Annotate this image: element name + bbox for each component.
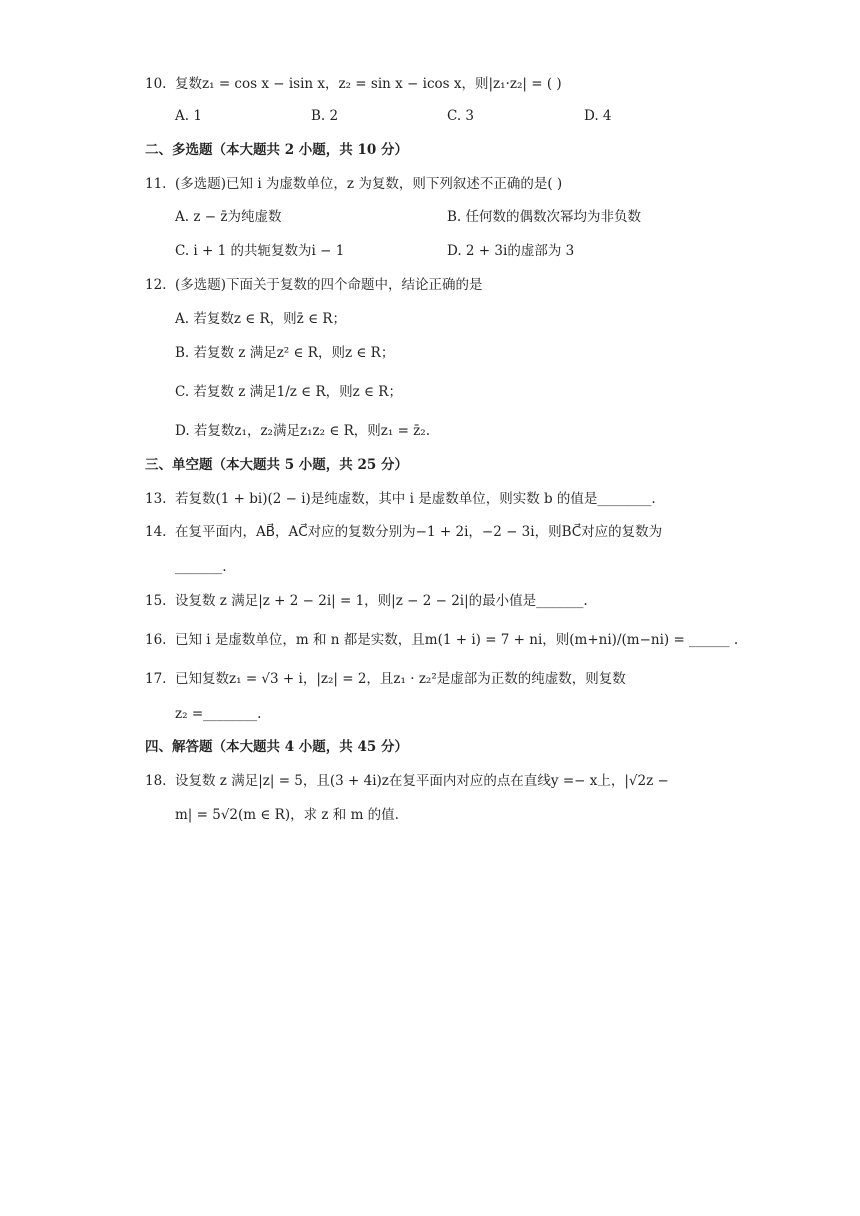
question-text: (多选题)下面关于复数的四个命题中，结论正确的是 bbox=[175, 277, 483, 293]
option-b: B. 若复数 z 满足z² ∈ R，则z ∈ R； bbox=[175, 345, 395, 361]
question-continuation: _______. bbox=[175, 559, 227, 575]
option-c: C. 3 bbox=[447, 108, 475, 124]
question-14 bbox=[145, 522, 662, 542]
question-text: 若复数(1 + bi)(2 − i)是纯虚数，其中 i 是虚数单位，则实数 b 的值是________. bbox=[175, 491, 656, 507]
question-number: 11. bbox=[145, 176, 167, 192]
question-continuation: m| = 5√2(m ∈ R)，求 z 和 m 的值. bbox=[175, 807, 399, 823]
option-c: C. 若复数 z 满足1/z ∈ R，则z ∈ R； bbox=[175, 384, 402, 400]
question-text: 设复数 z 满足|z| = 5，且(3 + 4i)z在复平面内对应的点在直线y =− x上，|√2z − bbox=[175, 773, 669, 789]
question-number: 12. bbox=[145, 277, 167, 293]
question-text: 已知 i 是虚数单位，m 和 n 都是实数，且m(1 + i) = 7 + ni，则(m+ni)/(m−ni) = ______ . bbox=[175, 632, 739, 648]
option-b: B. 2 bbox=[311, 108, 339, 124]
question-text: 设复数 z 满足|z + 2 − 2i| = 1，则|z − 2 − 2i|的最小值是_______. bbox=[175, 593, 588, 609]
option-d: D. 4 bbox=[584, 108, 612, 124]
section-heading: 四、解答题（本大题共 4 小题，共 45 分） bbox=[145, 739, 408, 755]
question-number: 17. bbox=[145, 671, 167, 687]
section-heading: 二、多选题（本大题共 2 小题，共 10 分） bbox=[145, 142, 408, 158]
question-number: 14. bbox=[145, 524, 167, 540]
question-text: 复数z₁ = cos x − isin x，z₂ = sin x − icos x，则|z₁·z₂| = ( ) bbox=[175, 76, 562, 92]
question-15 bbox=[145, 591, 588, 611]
question-10 bbox=[145, 74, 562, 94]
option-a: A. 1 bbox=[175, 108, 202, 124]
question-continuation: z₂ =________. bbox=[175, 706, 262, 722]
question-text: 在复平面内，AB⃗，AC⃗对应的复数分别为−1 + 2i，−2 − 3i，则BC⃗对应的复数为 bbox=[175, 524, 663, 540]
option-d: D. 若复数z₁，z₂满足z₁z₂ ∈ R，则z₁ = z̄₂. bbox=[175, 423, 430, 439]
section-heading: 三、单空题（本大题共 5 小题，共 25 分） bbox=[145, 457, 408, 473]
question-12 bbox=[145, 275, 483, 295]
question-text: 已知复数z₁ = √3 + i，|z₂| = 2，且z₁ · z₂²是虚部为正数的纯虚数，则复数 bbox=[175, 671, 626, 687]
question-17 bbox=[145, 669, 626, 689]
question-number: 15. bbox=[145, 593, 167, 609]
option-a: A. z − z̄为纯虚数 bbox=[175, 209, 282, 225]
option-c: C. i + 1 的共轭复数为i − 1 bbox=[175, 243, 345, 259]
question-number: 13. bbox=[145, 491, 167, 507]
question-text: (多选题)已知 i 为虚数单位，z 为复数，则下列叙述不正确的是( ) bbox=[175, 176, 563, 192]
question-number: 18. bbox=[145, 773, 167, 789]
question-16 bbox=[145, 630, 738, 650]
option-a: A. 若复数z ∈ R，则z̄ ∈ R； bbox=[175, 311, 347, 327]
question-11 bbox=[145, 174, 562, 194]
option-d: D. 2 + 3i的虚部为 3 bbox=[447, 243, 575, 259]
question-number: 10. bbox=[145, 76, 167, 92]
question-13 bbox=[145, 489, 656, 509]
question-number: 16. bbox=[145, 632, 167, 648]
question-18 bbox=[145, 771, 669, 791]
option-b: B. 任何数的偶数次幂均为非负数 bbox=[447, 209, 642, 225]
